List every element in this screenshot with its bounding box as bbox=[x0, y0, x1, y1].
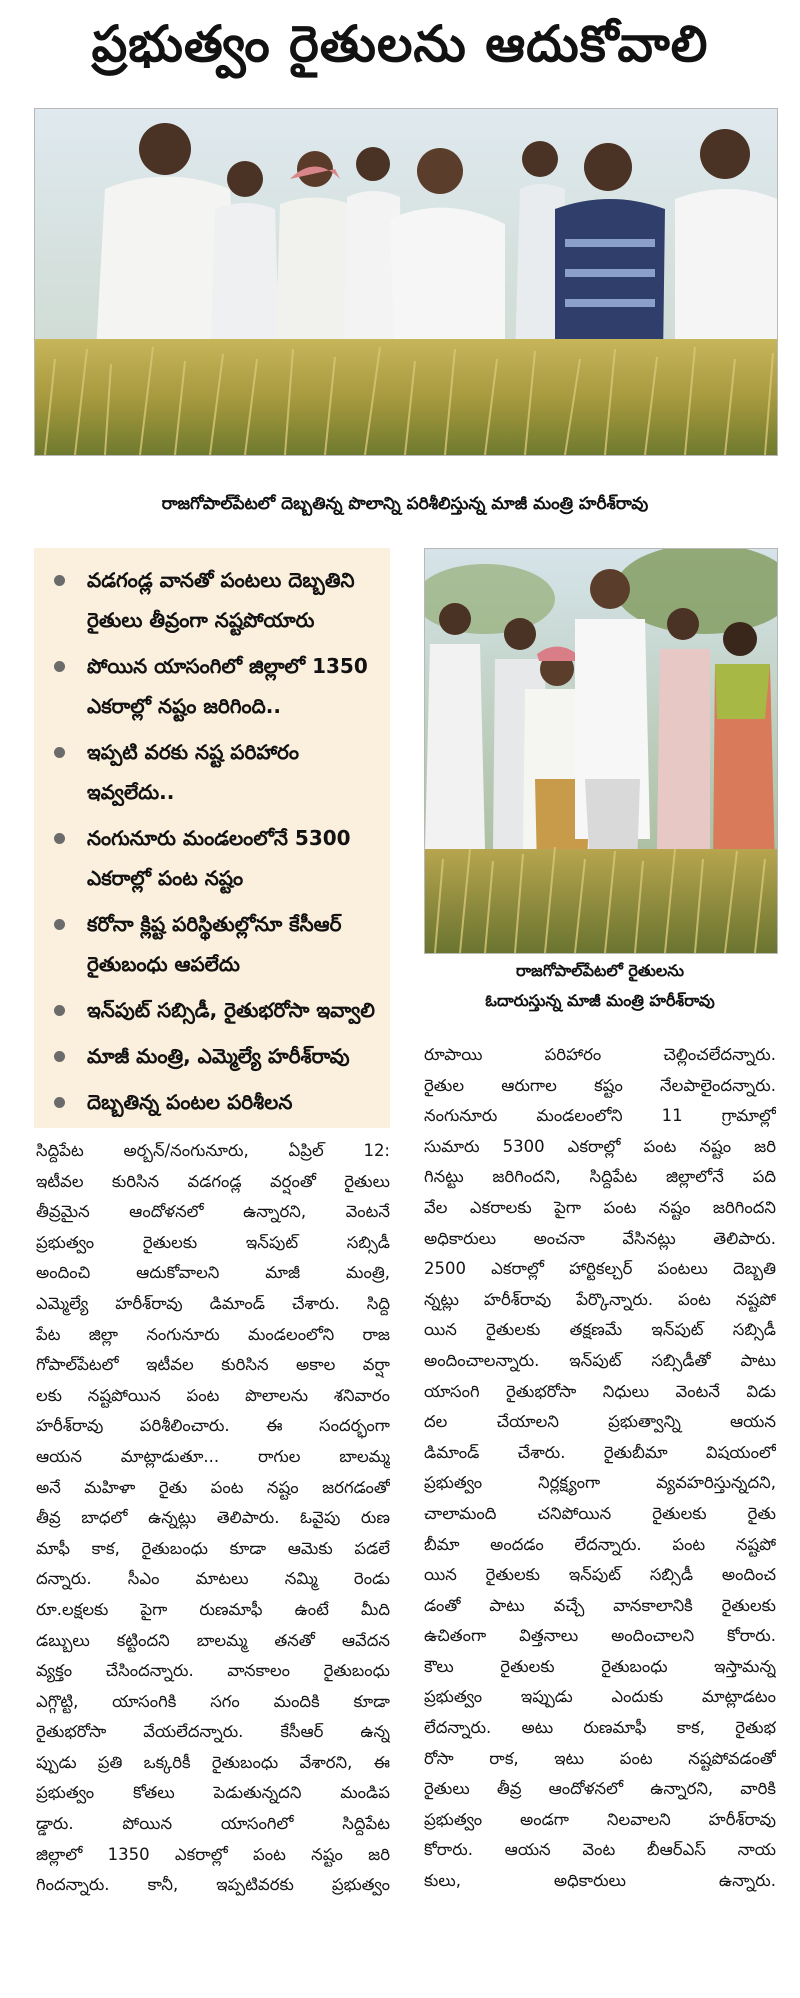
article-line: సిద్దిపేట అర్బన్/నంగునూరు, ఏప్రిల్ 12: bbox=[36, 1141, 390, 1160]
article-line: ప్రభుత్వం కోతలు పెడుతున్నదని మండిప bbox=[36, 1783, 390, 1803]
bullet-icon bbox=[54, 575, 65, 586]
article-line: హరీశ్‌రావు పరిశీలించారు. ఈ సందర్భంగా bbox=[36, 1416, 390, 1436]
bullet-icon bbox=[54, 833, 65, 844]
article-line: పేట జిల్లా నంగునూరు మండలంలోని రాజ bbox=[36, 1324, 390, 1344]
article-line: దన్నారు. సీఎం మాటలు నమ్మి రెండు bbox=[36, 1569, 390, 1589]
article-line: అనే మహిళా రైతు పంట నష్టం జరగడంతో bbox=[36, 1477, 390, 1497]
article-line: ఇటీవల కురిసిన వడగండ్ల వర్షంతో రైతులు bbox=[36, 1171, 390, 1191]
highlights-list bbox=[52, 560, 380, 1122]
article-line: తీవ్రమైన ఆందోళనలో ఉన్నారని, వెంటనే bbox=[36, 1202, 390, 1222]
highlight-item bbox=[52, 818, 380, 898]
highlight-text: ఇన్‌పుట్ సబ్సిడీ, రైతుభరోసా ఇవ్వాలి bbox=[87, 998, 375, 1022]
bullet-icon bbox=[54, 1051, 65, 1062]
highlight-text: నంగునూరు మండలంలోనే 5300 ఎకరాల్లో పంట నష్టం bbox=[87, 826, 351, 890]
field-inspection-photo bbox=[35, 109, 777, 455]
article-line: రైతుభరోసా వేయలేదన్నారు. కేసీఆర్ ఉన్న bbox=[36, 1722, 390, 1742]
article-line: వ్యక్తం చేసిందన్నారు. వానకాలం రైతుబంధు bbox=[36, 1661, 390, 1681]
highlight-item bbox=[52, 560, 380, 640]
article-left-column bbox=[36, 1136, 390, 1901]
article-line: రూ.లక్షలకు పైగా రుణమాఫీ ఉంటే మీది bbox=[36, 1599, 390, 1619]
top-photo-caption: రాజగోపాల్‌పేటలో దెబ్బతిన్న పొలాన్ని పరిశీలిస్తున్న మాజీ మంత్రి హరీశ్‌రావు bbox=[161, 494, 649, 514]
right-photo bbox=[424, 548, 778, 954]
article-line: ప్రభుత్వం రైతులకు ఇన్‌పుట్ సబ్సిడీ bbox=[36, 1232, 390, 1252]
article-line: అందించి ఆదుకోవాలని మాజీ మంత్రి, bbox=[36, 1263, 390, 1283]
article-line: డిమాండ్ చేశారు. రైతుబీమా విషయంలో bbox=[424, 1442, 776, 1462]
farmers-consoling-photo bbox=[425, 549, 777, 953]
article-line: జిల్లాలో 1350 ఎకరాల్లో పంట నష్టం జరి bbox=[36, 1844, 390, 1864]
article-line: ప్రభుత్వం నిర్లక్ష్యంగా వ్యవహరిస్తున్నదని, bbox=[424, 1473, 776, 1493]
article-line: దల చేయాలని ప్రభుత్వాన్ని ఆయన bbox=[424, 1412, 776, 1432]
article-line: గినట్టు జరిగిందని, సిద్దిపేట జిల్లాలోనే పది bbox=[424, 1167, 776, 1187]
top-photo bbox=[34, 108, 778, 456]
article-line: రైతులు తీవ్ర ఆందోళనలో ఉన్నారని, వారికి bbox=[424, 1779, 776, 1799]
article-line: రైతుల ఆరుగాల కష్టం నేలపాలైందన్నారు. bbox=[424, 1075, 776, 1095]
article-line: వేల ఎకరాలకు పైగా పంట నష్టం జరిగిందని bbox=[424, 1197, 776, 1217]
highlight-item bbox=[52, 732, 380, 812]
highlights-box bbox=[34, 548, 390, 1128]
article-line: రోసా రాక, ఇటు పంట నష్టపోవడంతో bbox=[424, 1748, 776, 1768]
highlight-item bbox=[52, 990, 380, 1030]
article-line: ప్రభుత్వం ఇప్పుడు ఎందుకు మాట్లాడటం bbox=[424, 1687, 776, 1707]
bullet-icon bbox=[54, 661, 65, 672]
article-line: యిన రైతులకు తక్షణమే ఇన్‌పుట్ సబ్సిడీ bbox=[424, 1320, 776, 1340]
article-line: ఉచితంగా విత్తనాలు అందించాలని కోరారు. bbox=[424, 1626, 776, 1646]
article-line: నంగునూరు మండలంలోని 11 గ్రామాల్లో bbox=[424, 1106, 776, 1126]
highlight-item bbox=[52, 646, 380, 726]
highlight-text: వడగండ్ల వానతో పంటలు దెబ్బతిని రైతులు తీవ్రంగా నష్టపోయారు bbox=[87, 568, 355, 632]
right-caption-line-2: ఓదారుస్తున్న మాజీ మంత్రి హరీశ్‌రావు bbox=[485, 991, 715, 1010]
article-line: అందించాలన్నారు. ఇన్‌పుట్ సబ్సిడీతో పాటు bbox=[424, 1350, 776, 1370]
article-line: సుమారు 5300 ఎకరాల్లో పంట నష్టం జరి bbox=[424, 1136, 776, 1156]
highlight-text: పోయిన యాసంగిలో జిల్లాలో 1350 ఎకరాల్లో నష్టం జరిగింది.. bbox=[87, 654, 368, 718]
article-line: యిన రైతులకు ఇన్‌పుట్ సబ్సిడీ అందించ bbox=[424, 1565, 776, 1585]
article-line: 2500 ఎకరాల్లో హార్టికల్చర్ పంటలు దెబ్బతి bbox=[424, 1259, 776, 1279]
article-line: తీవ్ర బాధలో ఉన్నట్లు తెలిపారు. ఓవైపు రుణ bbox=[36, 1508, 390, 1528]
article-line: మాఫీ కాక, రైతుబంధు కూడా ఆమెకు పడలే bbox=[36, 1538, 390, 1558]
article-line: యాసంగి రైతుభరోసా నిధులు వెంటనే విడు bbox=[424, 1381, 776, 1401]
right-photo-caption bbox=[424, 956, 776, 1016]
article-line: ఎమ్మెల్యే హరీశ్‌రావు డిమాండ్ చేశారు. సిద్ది bbox=[36, 1293, 390, 1313]
bullet-icon bbox=[54, 747, 65, 758]
highlight-text: ఇప్పటి వరకు నష్ట పరిహారం ఇవ్వలేదు.. bbox=[87, 740, 300, 804]
article-line: ఆయన మాట్లాడుతూ... రాగుల బాలమ్మ bbox=[36, 1446, 390, 1466]
highlight-item bbox=[52, 1036, 380, 1076]
article-line: డ్డారు. పోయిన యాసంగిలో సిద్దిపేట bbox=[36, 1814, 390, 1834]
article-line: గిందన్నారు. కానీ, ఇప్పటివరకు ప్రభుత్వం bbox=[36, 1875, 390, 1895]
bullet-icon bbox=[54, 1097, 65, 1108]
article-line: డంతో పాటు వచ్చే వానకాలానికి రైతులకు bbox=[424, 1595, 776, 1615]
article-line: కౌలు రైతులకు రైతుబంధు ఇస్తామన్న bbox=[424, 1656, 776, 1676]
highlight-text: మాజీ మంత్రి, ఎమ్మెల్యే హరీశ్‌రావు bbox=[87, 1044, 350, 1068]
article-line: డబ్బులు కట్టిందని బాలమ్మ తనతో ఆవేదన bbox=[36, 1630, 390, 1650]
right-caption-line-1: రాజగోపాల్‌పేటలో రైతులను bbox=[516, 961, 684, 980]
article-line: అధికారులు అంచనా వేసినట్లు తెలిపారు. bbox=[424, 1228, 776, 1248]
article-line: కోరారు. ఆయన వెంట బీఆర్ఎస్ నాయ bbox=[424, 1840, 776, 1860]
article-line: కులు, అధికారులు ఉన్నారు. bbox=[424, 1871, 776, 1891]
article-line: లకు నష్టపోయిన పంట పొలాలను శనివారం bbox=[36, 1385, 390, 1405]
highlight-item bbox=[52, 1082, 380, 1122]
bullet-icon bbox=[54, 919, 65, 930]
article-line: లేదన్నారు. అటు రుణమాఫీ కాక, రైతుభ bbox=[424, 1718, 776, 1738]
highlight-text: కరోనా క్లిష్ట పరిస్థితుల్లోనూ కేసీఆర్ రైతుబంధు ఆపలేదు bbox=[87, 912, 342, 976]
article-line: ఎగ్గొట్టి, యాసంగికి సగం మందికి కూడా bbox=[36, 1691, 390, 1711]
highlight-text: దెబ్బతిన్న పంటల పరిశీలన bbox=[87, 1090, 293, 1114]
article-line: న్నట్లు హరీశ్‌రావు పేర్కొన్నారు. పంట నష్టపో bbox=[424, 1289, 776, 1309]
highlight-item bbox=[52, 904, 380, 984]
article-line: చాలామంది చనిపోయిన రైతులకు రైతు bbox=[424, 1503, 776, 1523]
article-line: ప్రభుత్వం అండగా నిలవాలని హరీశ్‌రావు bbox=[424, 1809, 776, 1829]
article-line: రూపాయి పరిహారం చెల్లించలేదన్నారు. bbox=[424, 1045, 776, 1064]
bullet-icon bbox=[54, 1005, 65, 1016]
article-line: ప్పుడు ప్రతి ఒక్కరికీ రైతుబంధు వేశారని, ఈ bbox=[36, 1752, 390, 1772]
article-right-column bbox=[424, 1040, 776, 1897]
headline: ప్రభుత్వం రైతులను ఆదుకోవాలి bbox=[91, 14, 709, 73]
article-line: బీమా అందడం లేదన్నారు. పంట నష్టపో bbox=[424, 1534, 776, 1554]
article-line: గోపాల్‌పేటలో ఇటీవల కురిసిన అకాల వర్షా bbox=[36, 1355, 390, 1375]
